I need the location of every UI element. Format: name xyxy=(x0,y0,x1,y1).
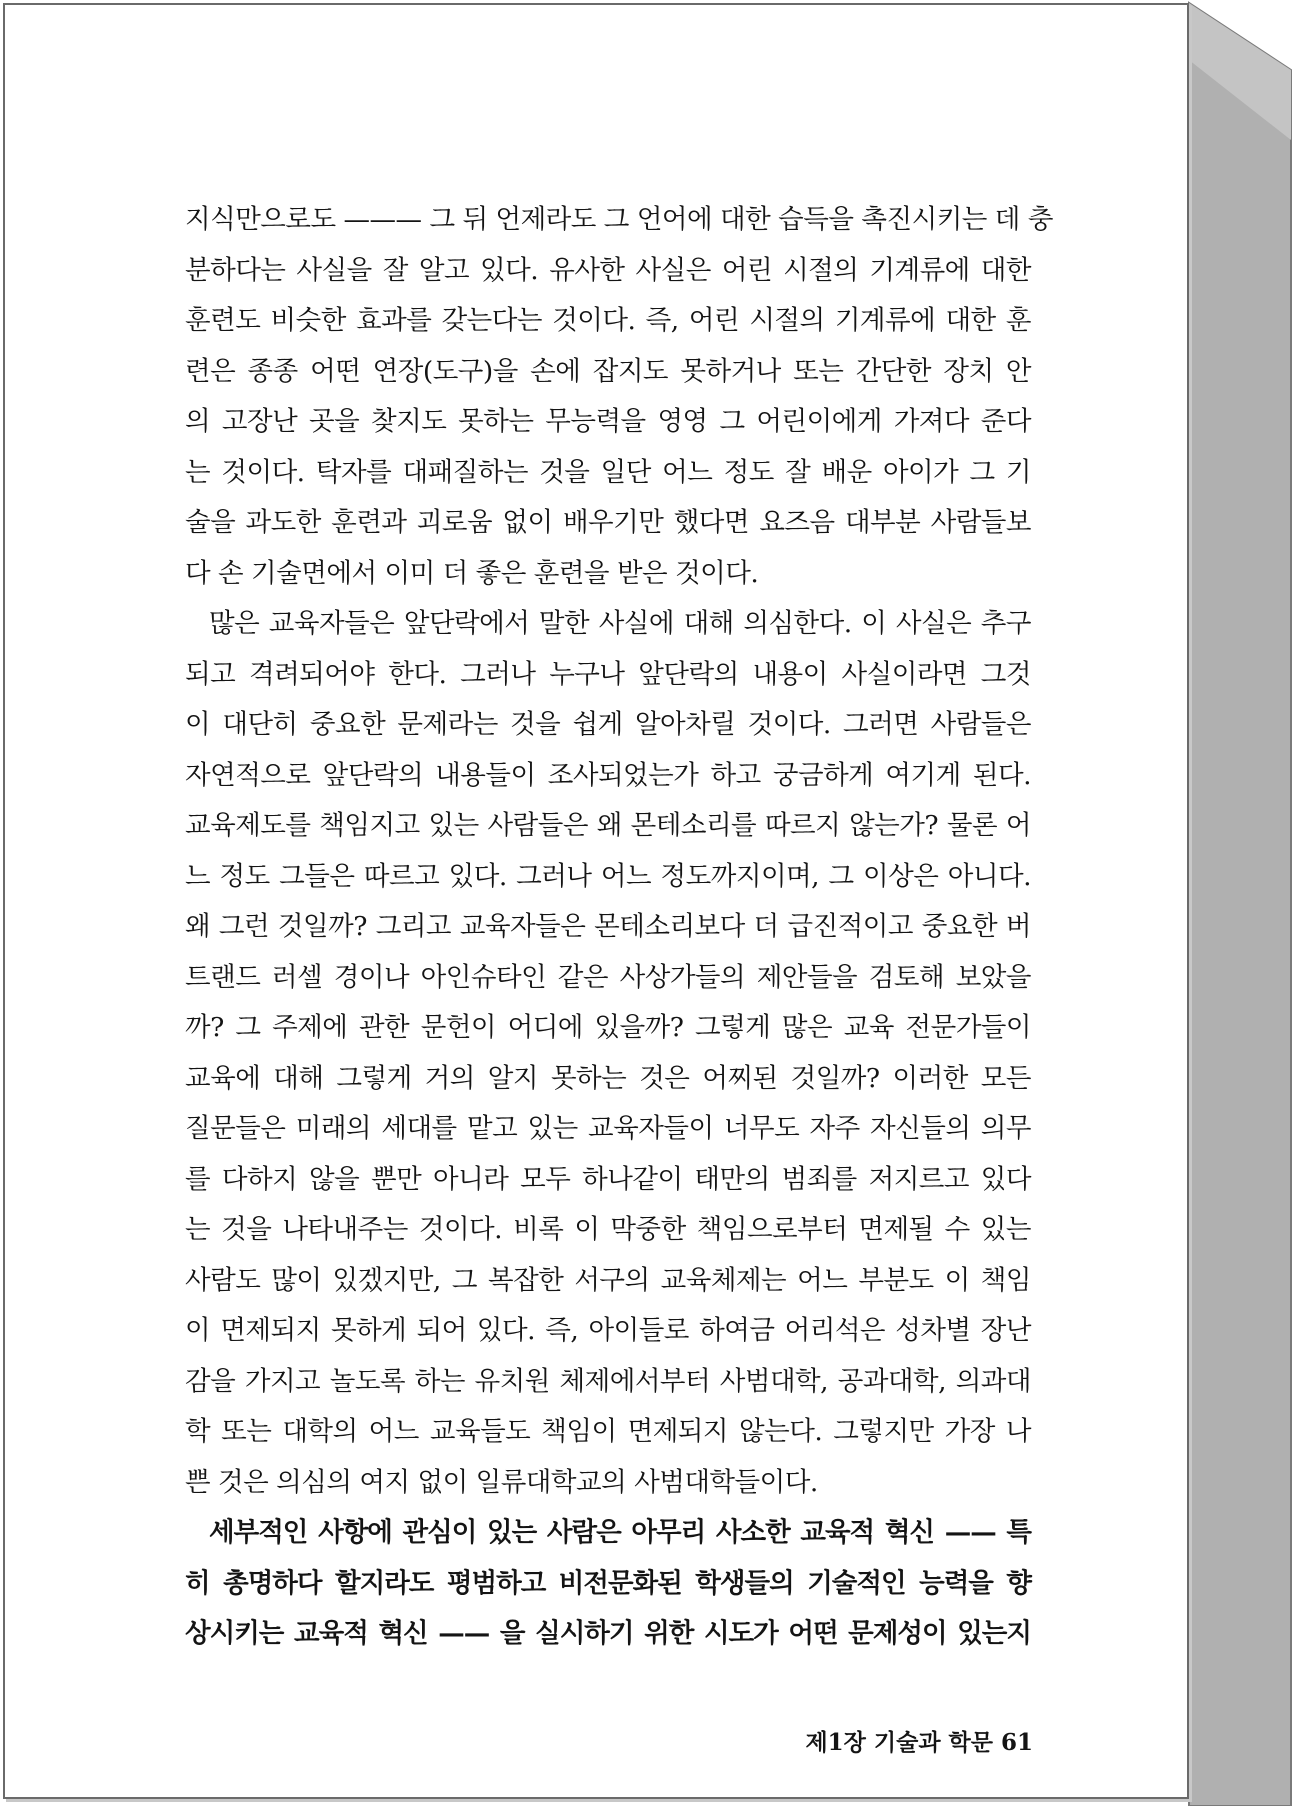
text-line: 교육제도를 책임지고 있는 사람들은 왜 몬테소리를 따르지 않는가? 물론 어 xyxy=(185,810,1031,841)
text-line: 훈련도 비슷한 효과를 갖는다는 것이다. 즉, 어린 시절의 기계류에 대한 훈 xyxy=(185,305,1031,336)
book-page xyxy=(3,3,1189,1799)
text-line: 느 정도 그들은 따르고 있다. 그러나 어느 정도까지이며, 그 이상은 아니다. xyxy=(185,860,1031,892)
text-line: 상시키는 교육적 혁신 —— 을 실시하기 위한 시도가 어떤 문제성이 있는지 xyxy=(185,1618,1031,1649)
text-line: 련은 종종 어떤 연장(도구)을 손에 잡지도 못하거나 또는 간단한 장치 안 xyxy=(185,355,1031,387)
text-line: 는 것을 나타내주는 것이다. 비록 이 막중한 책임으로부터 면제될 수 있는 xyxy=(185,1214,1031,1245)
text-line: 의 고장난 곳을 찾지도 못하는 무능력을 영영 그 어린이에게 가져다 준다 xyxy=(185,406,1031,437)
text-line: 지식만으로도 ——— 그 뒤 언제라도 그 언어에 대한 습득을 촉진시키는 데 충 xyxy=(185,204,1053,235)
body-text xyxy=(185,195,1053,1660)
text-line: 감을 가지고 놀도록 하는 유치원 체제에서부터 사범대학, 공과대학, 의과대 xyxy=(185,1365,1031,1397)
text-line: 까? 그 주제에 관한 문헌이 어디에 있을까? 그렇게 많은 교육 전문가들이 xyxy=(185,1012,1031,1043)
text-line: 분하다는 사실을 잘 알고 있다. 유사한 사실은 어린 시절의 기계류에 대한 xyxy=(185,254,1031,286)
text-line: 이 면제되지 못하게 되어 있다. 즉, 아이들로 하여금 어리석은 성차별 장난 xyxy=(185,1315,1031,1346)
text-line: 사람도 많이 있겠지만, 그 복잡한 서구의 교육체제는 어느 부분도 이 책임 xyxy=(185,1264,1031,1296)
text-line: 세부적인 사항에 관심이 있는 사람은 아무리 사소한 교육적 혁신 —— 특 xyxy=(209,1517,1031,1548)
text-line: 많은 교육자들은 앞단락에서 말한 사실에 대해 의심한다. 이 사실은 추구 xyxy=(209,608,1031,639)
text-line: 는 것이다. 탁자를 대패질하는 것을 일단 어느 정도 잘 배운 아이가 그 기 xyxy=(185,456,1031,488)
text-line: 교육에 대해 그렇게 거의 알지 못하는 것은 어찌된 것일까? 이러한 모든 xyxy=(185,1062,1031,1094)
text-line: 트랜드 러셀 경이나 아인슈타인 같은 사상가들의 제안들을 검토해 보았을 xyxy=(185,961,1031,993)
running-footer: 제1장 기술과 학문 61 xyxy=(805,1729,1033,1756)
text-line: 자연적으로 앞단락의 내용들이 조사되었는가 하고 궁금하게 여기게 된다. xyxy=(185,759,1031,791)
text-line: 히 총명하다 할지라도 평범하고 비전문화된 학생들의 기술적인 능력을 향 xyxy=(185,1567,1031,1599)
text-line: 를 다하지 않을 뿐만 아니라 모두 하나같이 태만의 범죄를 저지르고 있다 xyxy=(185,1163,1031,1195)
text-line: 되고 격려되어야 한다. 그러나 누구나 앞단락의 내용이 사실이라면 그것 xyxy=(185,658,1031,690)
text-line: 이 대단히 중요한 문제라는 것을 쉽게 알아차릴 것이다. 그러면 사람들은 xyxy=(185,709,1031,740)
text-line: 질문들은 미래의 세대를 맡고 있는 교육자들이 너무도 자주 자신들의 의무 xyxy=(185,1113,1031,1144)
text-line: 쁜 것은 의심의 여지 없이 일류대학교의 사범대학들이다. xyxy=(185,1466,818,1498)
text-line: 학 또는 대학의 어느 교육들도 책임이 면제되지 않는다. 그렇지만 가장 나 xyxy=(185,1416,1031,1447)
text-line: 왜 그런 것일까? 그리고 교육자들은 몬테소리보다 더 급진적이고 중요한 버 xyxy=(185,911,1031,942)
text-line: 술을 과도한 훈련과 괴로움 없이 배우기만 했다면 요즈음 대부분 사람들보 xyxy=(185,507,1031,538)
text-line: 다 손 기술면에서 이미 더 좋은 훈련을 받은 것이다. xyxy=(185,557,759,589)
